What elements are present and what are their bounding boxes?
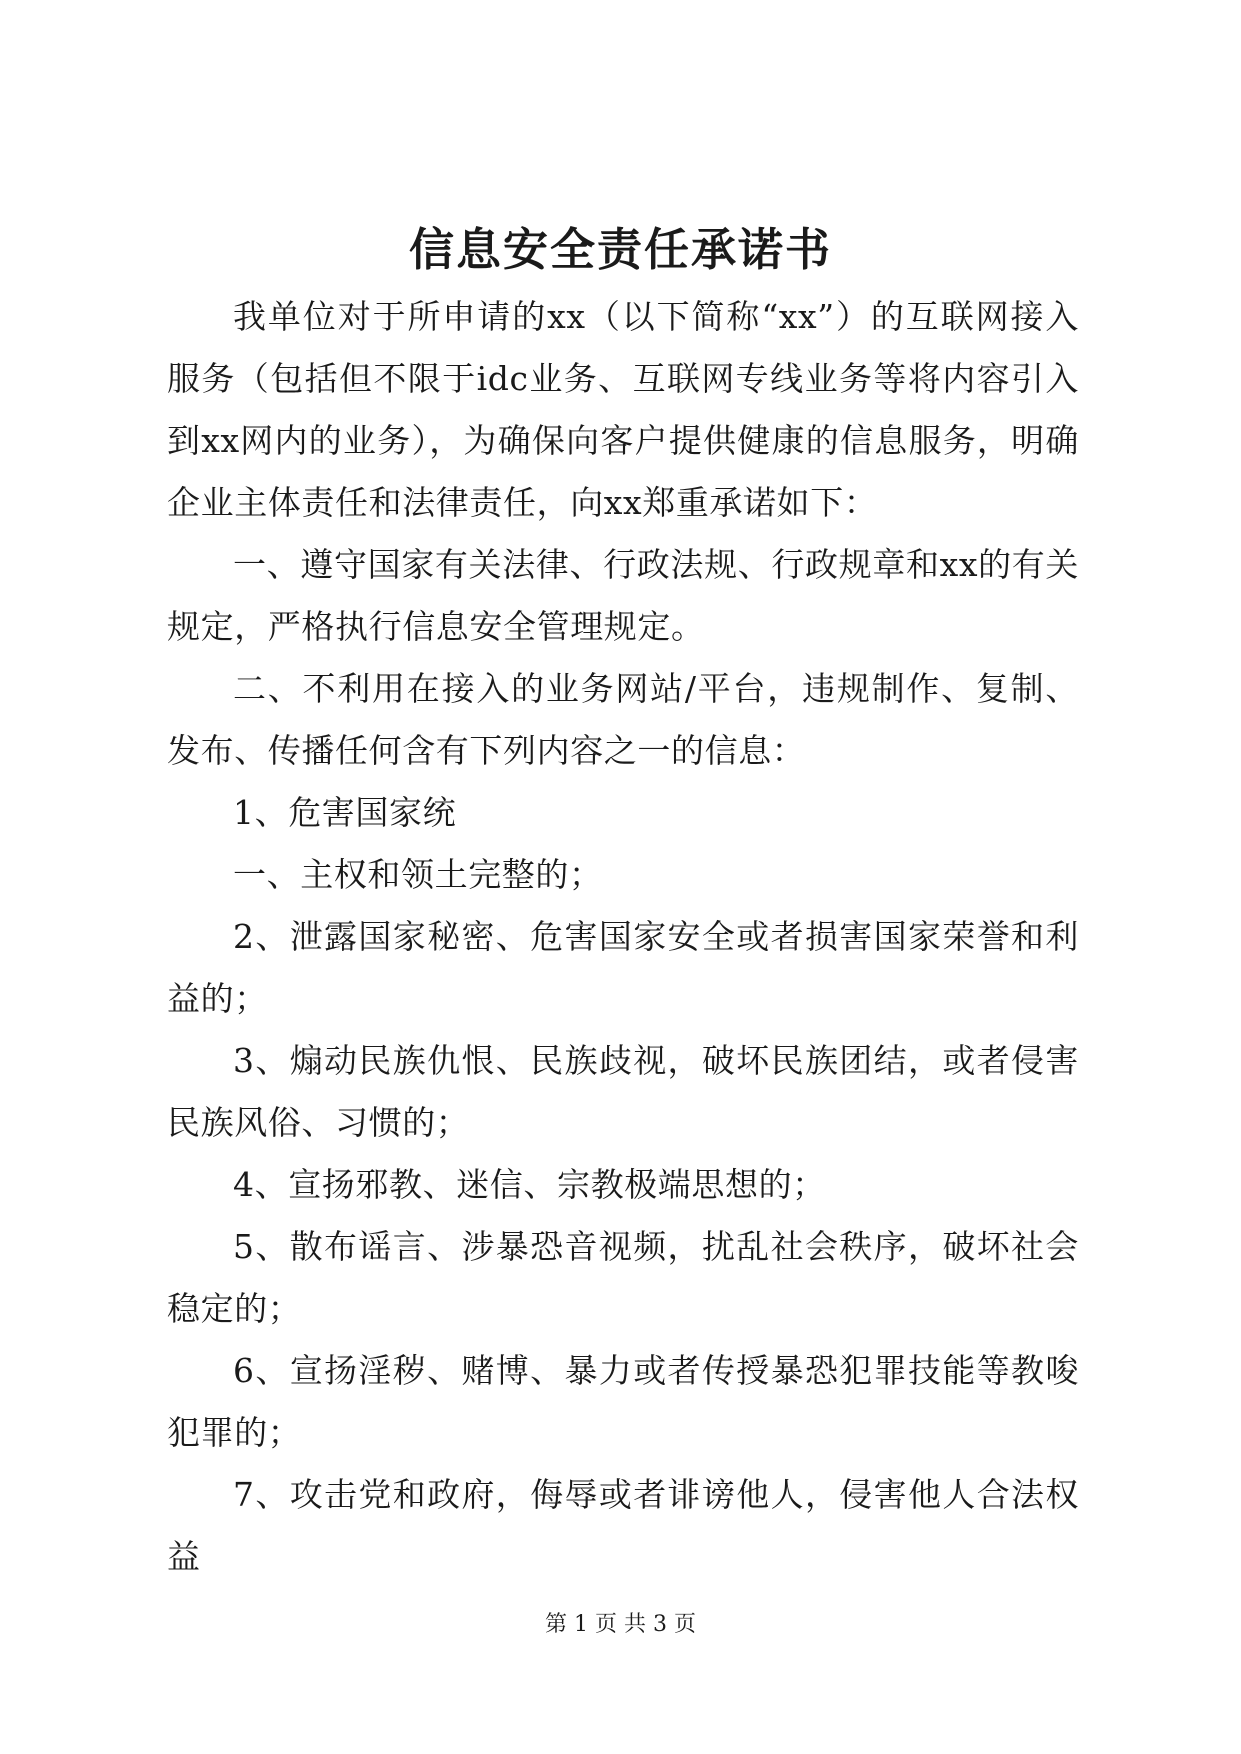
list-item-6: 6、宣扬淫秽、赌博、暴力或者传授暴恐犯罪技能等教唆犯罪的；: [167, 1351, 1079, 1452]
page-number-footer: 第 1 页 共 3 页: [545, 1612, 696, 1637]
list-item-7: 7、攻击党和政府，侮辱或者诽谤他人，侵害他人合法权益: [167, 1475, 1079, 1576]
list-item-2: 2、泄露国家秘密、危害国家安全或者损害国家荣誉和利益的；: [167, 917, 1079, 1018]
list-item-3: 3、煽动民族仇恨、民族歧视，破坏民族团结，或者侵害民族风俗、习惯的；: [167, 1041, 1079, 1142]
document-title: 信息安全责任承诺书: [408, 223, 832, 276]
document-body: [167, 286, 1079, 1588]
paragraph-intro: 我单位对于所申请的xx（以下简称“xx”）的互联网接入服务（包括但不限于idc业务、互联网专线业务等将内容引入到xx网内的业务），为确保向客户提供健康的信息服务，明确企业主体责任和法律责任，向xx郑重承诺如下：: [167, 297, 1079, 522]
paragraph-clause-2: 二、不利用在接入的业务网站/平台，违规制作、复制、发布、传播任何含有下列内容之一的信息：: [167, 669, 1079, 770]
list-item-5: 5、散布谣言、涉暴恐音视频，扰乱社会秩序，破坏社会稳定的；: [167, 1227, 1079, 1328]
list-item-1a: 1、危害国家统: [233, 793, 457, 832]
list-item-4: 4、宣扬邪教、迷信、宗教极端思想的；: [233, 1165, 826, 1204]
list-item-1b: 一、主权和领土完整的；: [233, 855, 603, 894]
paragraph-clause-1: 一、遵守国家有关法律、行政法规、行政规章和xx的有关规定，严格执行信息安全管理规定。: [167, 545, 1079, 646]
